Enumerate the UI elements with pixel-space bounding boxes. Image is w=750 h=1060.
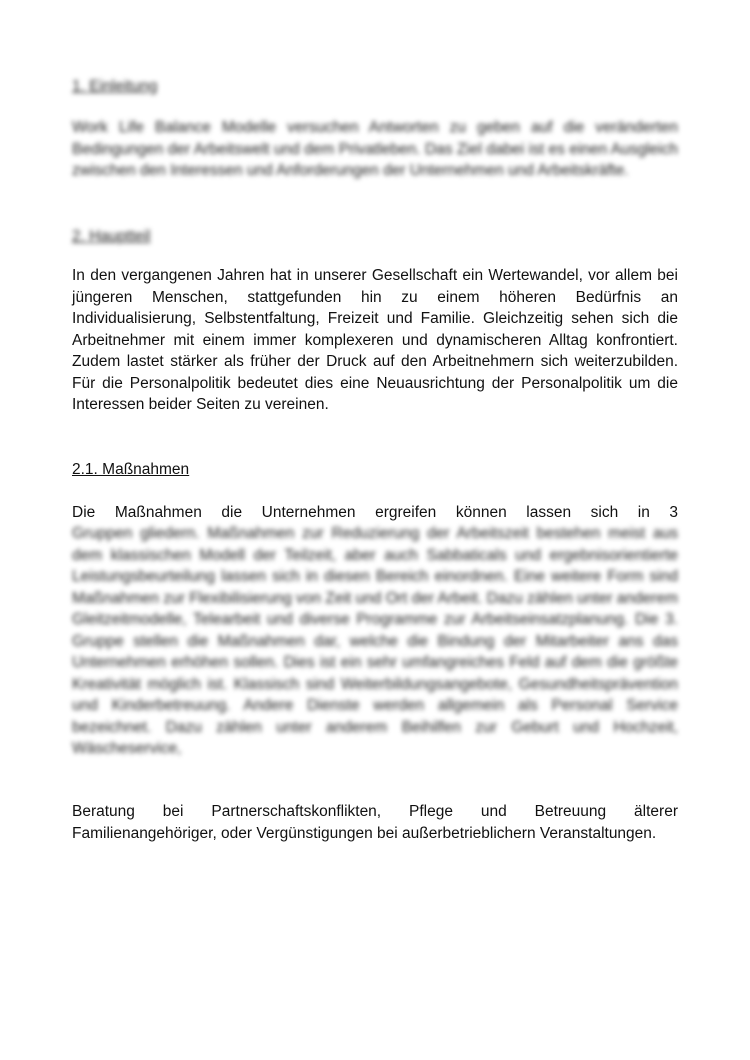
main-paragraph: In den vergangenen Jahren hat in unserer Gesellschaft ein Wertewandel, vor allem bei jüngeren Menschen, stattgefunden hin zu einem höheren Bedürfnis an Individualisierung, Selbstentfaltung, Freizeit und Familie. Gleichzeitig sehen sich die Arbeitnehmer mit einem immer komplexeren und dynamischeren Alltag konfrontiert. Zudem lastet stärker als früher der Druck auf den Arbeitnehmern sich weiterzubilden. Für die Personalpolitik bedeutet dies eine Neuausrichtung der Personalpolitik um die Interessen beider Seiten zu vereinen. [72, 267, 678, 413]
main-heading: 2. Hauptteil [72, 228, 151, 245]
measures-heading: 2.1. Maßnahmen [72, 461, 190, 478]
intro-heading: 1. Einleitung [72, 78, 158, 95]
intro-paragraph: Work Life Balance Modelle versuchen Antworten zu geben auf die veränderten Bedingungen der Arbeitswelt und dem Privatleben. Das Ziel dabei ist es einen Ausgleich zwischen den Interessen und Anforderungen der Unternehmen und Arbeitskräfte. [72, 119, 678, 179]
measures-closing: Beratung bei Partnerschaftskonflikten, Pflege und Betreuung älterer Familienangehöriger, oder Vergünstigungen bei außerbetrieblichern Veranstaltungen. [72, 803, 678, 842]
measures-blurred-paragraph: Gruppen gliedern. Maßnahmen zur Reduzierung der Arbeitszeit bestehen meist aus dem klassischen Modell der Teilzeit, aber auch Sabbaticals und ergebnisorientierte Leistungsbeurteilung lassen sich in diesen Bereich einordnen. Eine weitere Form sind Maßnahmen zur Flexibilisierung von Zeit und Ort der Arbeit. Dazu zählen unter anderem Gleitzeitmodelle, Telearbeit und diverse Programme zur Arbeitseinsatzplanung. Die 3. Gruppe stellen die Maßnahmen dar, welche die Bindung der Mitarbeiter ans das Unternehmen erhöhen sollen. Dies ist ein sehr umfangreiches Feld auf dem die größte Kreativität möglich ist. Klassisch sind Weiterbildungsangebote, Gesundheitsprävention und Kinderbetreuung. Andere Dienste werden allgemein als Personal Service bezeichnet. Dazu zählen unter anderem Beihilfen zur Geburt und Hochzeit, Wäscheservice, [72, 525, 678, 757]
measures-intro [72, 502, 678, 524]
measures-intro-text: Die Maßnahmen die Unternehmen ergreifen können lassen sich in 3 [72, 504, 678, 521]
